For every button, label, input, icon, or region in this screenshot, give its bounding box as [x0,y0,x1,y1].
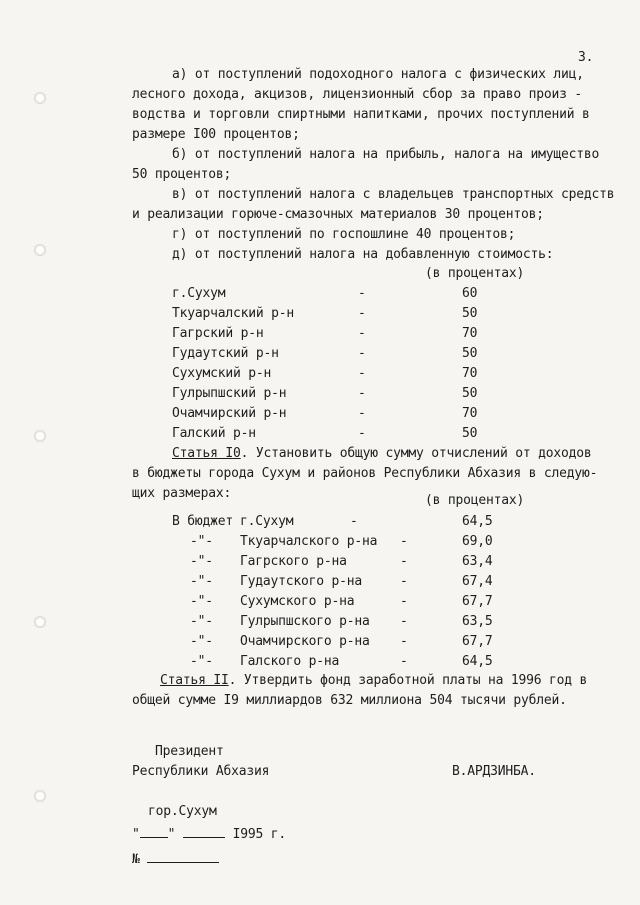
article11-text-1: . Утвердить фонд заработной платы на 1996 год в [228,673,588,688]
month-blank [183,825,225,838]
table2-district: Ткуарчалского р-на [240,534,378,549]
article10-line-1 [172,446,591,462]
table2-dash: - [350,514,358,529]
day-blank [140,825,168,838]
table2-value: 63,5 [462,614,493,629]
table1-dash: - [358,326,366,341]
para-a-line-3: водства и торговли спиртными напитками, прочих поступлений в [132,107,590,122]
table1-district: Гагрский р-н [172,326,264,341]
table2-value: 69,0 [462,534,493,549]
punch-hole-mark [34,244,46,256]
table2-prefix: -"- [190,594,213,609]
table2-dash: - [400,614,408,629]
table2-value: 63,4 [462,554,493,569]
table1-dash: - [358,366,366,381]
punch-hole-mark [34,790,46,802]
signature-title-2: Республики Абхазия [132,764,270,779]
table2-district: Сухумского р-на [240,594,355,609]
table2-dash: - [400,554,408,569]
article11-label: Статья II [160,673,229,688]
table1-district: Гудаутский р-н [172,346,279,361]
date-year: I995 г. [232,827,286,842]
table2-prefix: -"- [190,634,213,649]
table2-prefix: -"- [190,574,213,589]
city: гор.Сухум [148,804,217,819]
table1-dash: - [358,426,366,441]
table1-value: 50 [462,306,478,321]
table1-district: Очамчирский р-н [172,406,287,421]
table1-value: 70 [462,406,478,421]
date-line [132,825,286,843]
date-quote-open: " [132,827,140,842]
para-g: г) от поступлений по госпошлине 40 процентов; [172,227,516,242]
table1-value: 50 [462,426,478,441]
article10-line-2: в бюджеты города Сухум и районов Республики Абхазия в следую- [132,466,598,481]
table1-dash: - [358,306,366,321]
punch-hole-mark [34,616,46,628]
table1-district: Галский р-н [172,426,256,441]
table1-unit: (в процентах) [425,266,525,281]
table1-district: Гулрыпшский р-н [172,386,287,401]
page-number: 3. [578,50,594,65]
table1-value: 60 [462,286,478,301]
table2-prefix: -"- [190,614,213,629]
table2-dash: - [400,534,408,549]
table1-dash: - [358,386,366,401]
table1-value: 50 [462,346,478,361]
table1-district: Ткуарчалский р-н [172,306,295,321]
date-quote-close: " [167,827,176,842]
article11-line-1 [160,673,587,689]
punch-hole-mark [34,92,46,104]
table2-prefix: В бюджет [172,514,234,529]
table2-district: Очамчирского р-на [240,634,370,649]
table2-dash: - [400,634,408,649]
table2-value: 64,5 [462,514,493,529]
table1-value: 70 [462,366,478,381]
table2-unit: (в процентах) [425,493,525,508]
table2-prefix: -"- [190,554,213,569]
para-a-line-1: а) от поступлений подоходного налога с физических лиц, [172,67,584,82]
table1-dash: - [358,406,366,421]
article10-label: Статья I0 [172,446,241,461]
table1-dash: - [358,346,366,361]
table2-dash: - [400,574,408,589]
table1-district: г.Сухум [172,286,226,301]
table2-prefix: -"- [190,534,213,549]
number-sign: № [132,852,140,867]
punch-hole-mark [34,430,46,442]
table2-dash: - [400,594,408,609]
para-v-line-1: в) от поступлений налога с владельцев транспортных средств [172,187,615,202]
table2-district: Гулрыпшского р-на [240,614,370,629]
table1-value: 70 [462,326,478,341]
signature-name: В.АРДЗИНБА. [452,764,536,779]
para-a-line-4: размере I00 процентов; [132,127,300,142]
table2-district: г.Сухум [240,514,294,529]
table2-value: 64,5 [462,654,493,669]
table1-dash: - [358,286,366,301]
para-v-line-2: и реализации горюче-смазочных материалов 30 процентов; [132,207,544,222]
number-blank [147,850,219,863]
article10-line-3: щих размерах: [132,486,232,501]
number-line [132,850,219,868]
table2-district: Гудаутского р-на [240,574,363,589]
table2-prefix: -"- [190,654,213,669]
para-a-line-2: лесного дохода, акцизов, лицензионный сбор за право произ - [132,87,582,102]
table2-district: Галского р-на [240,654,340,669]
table2-value: 67,7 [462,594,493,609]
para-b-line-2: 50 процентов; [132,167,232,182]
article10-text-1: . Установить общую сумму отчислений от доходов [240,446,592,461]
article11-line-2: общей сумме I9 миллиардов 632 миллиона 504 тысячи рублей. [132,693,567,708]
para-b-line-1: б) от поступлений налога на прибыль, налога на имущество [172,147,600,162]
table2-value: 67,4 [462,574,493,589]
table1-district: Сухумский р-н [172,366,272,381]
signature-title-1: Президент [155,744,224,759]
table2-district: Гагрского р-на [240,554,347,569]
table2-value: 67,7 [462,634,493,649]
table1-value: 50 [462,386,478,401]
table2-dash: - [400,654,408,669]
para-d: д) от поступлений налога на добавленную стоимость: [172,247,554,262]
